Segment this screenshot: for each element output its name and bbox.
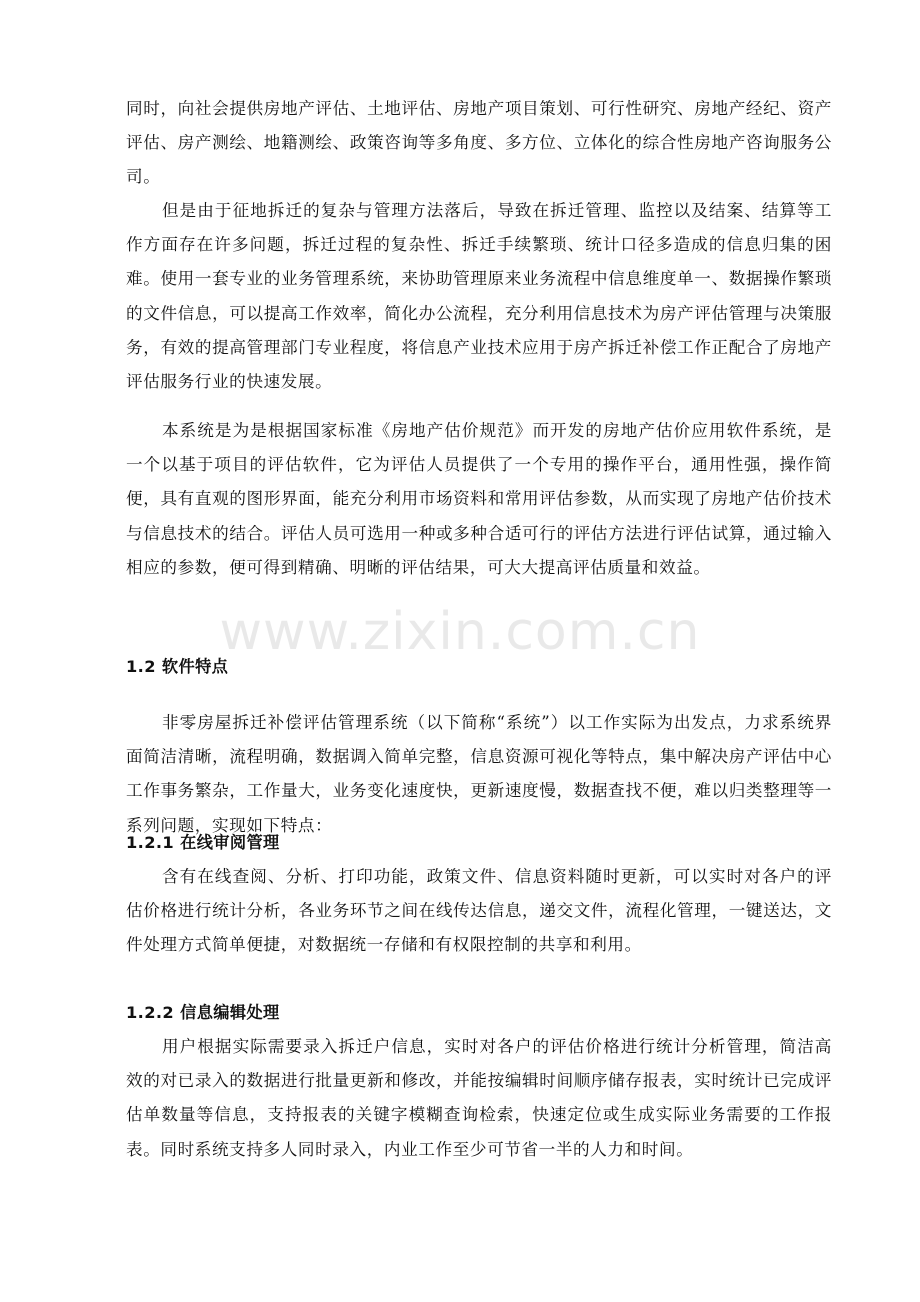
paragraph-online-review: 含有在线查阅、分析、打印功能，政策文件、信息资料随时更新，可以实时对各户的评估价格进行统计分析，各业务环节之间在线传达信息，递交文件，流程化管理，一键送达，文件处理方式简单便捷，对数据统一存储和有权限控制的共享和利用。 xyxy=(126,867,832,955)
subsection-heading-online-review: 1.2.1 在线审阅管理 xyxy=(126,833,280,852)
paragraph-features-intro: 非零房屋拆迁补偿评估管理系统（以下简称“系统”）以工作实际为出发点，力求系统界面简洁清晰，流程明确，数据调入简单完整，信息资源可视化等特点，集中解决房产评估中心工作事务繁杂，工作量大，业务变化速度快，更新速度慢，数据查找不便，难以归类整理等一系列问题，实现如下特点： xyxy=(126,713,832,835)
section-heading-features: 1.2 软件特点 xyxy=(126,657,229,676)
paragraph-services: 同时，向社会提供房地产评估、土地评估、房地产项目策划、可行性研究、房地产经纪、资产评估、房产测绘、地籍测绘、政策咨询等多角度、多方位、立体化的综合性房地产咨询服务公司。 xyxy=(126,99,832,187)
paragraph-problems: 但是由于征地拆迁的复杂与管理方法落后，导致在拆迁管理、监控以及结案、结算等工作方面存在许多问题，拆迁过程的复杂性、拆迁手续繁琐、统计口径多造成的信息归集的困难。使用一套专业的业务管理系统，来协助管理原来业务流程中信息维度单一、数据操作繁琐的文件信息，可以提高工作效率，简化办公流程，充分利用信息技术为房产评估管理与决策服务，有效的提高管理部门专业程度，将信息产业技术应用于房产拆迁补偿工作正配合了房地产评估服务行业的快速发展。 xyxy=(126,201,832,392)
paragraph-info-editing: 用户根据实际需要录入拆迁户信息，实时对各户的评估价格进行统计分析管理，简洁高效的对已录入的数据进行批量更新和修改，并能按编辑时间顺序储存报表，实时统计已完成评估单数量等信息，支持报表的关键字模糊查询检索，快速定位或生成实际业务需要的工作报表。同时系统支持多人同时录入，内业工作至少可节省一半的人力和时间。 xyxy=(126,1037,832,1159)
paragraph-system-intro: 本系统是为是根据国家标准《房地产估价规范》而开发的房地产估价应用软件系统，是一个以基于项目的评估软件，它为评估人员提供了一个专用的操作平台，通用性强，操作简便，具有直观的图形界面，能充分利用市场资料和常用评估参数，从而实现了房地产估价技术与信息技术的结合。评估人员可选用一种或多种合适可行的评估方法进行评估试算，通过输入相应的参数，便可得到精确、明晰的评估结果，可大大提高评估质量和效益。 xyxy=(126,421,832,577)
watermark: www.zixin.com.cn xyxy=(219,602,701,662)
subsection-heading-info-editing: 1.2.2 信息编辑处理 xyxy=(126,1003,280,1022)
